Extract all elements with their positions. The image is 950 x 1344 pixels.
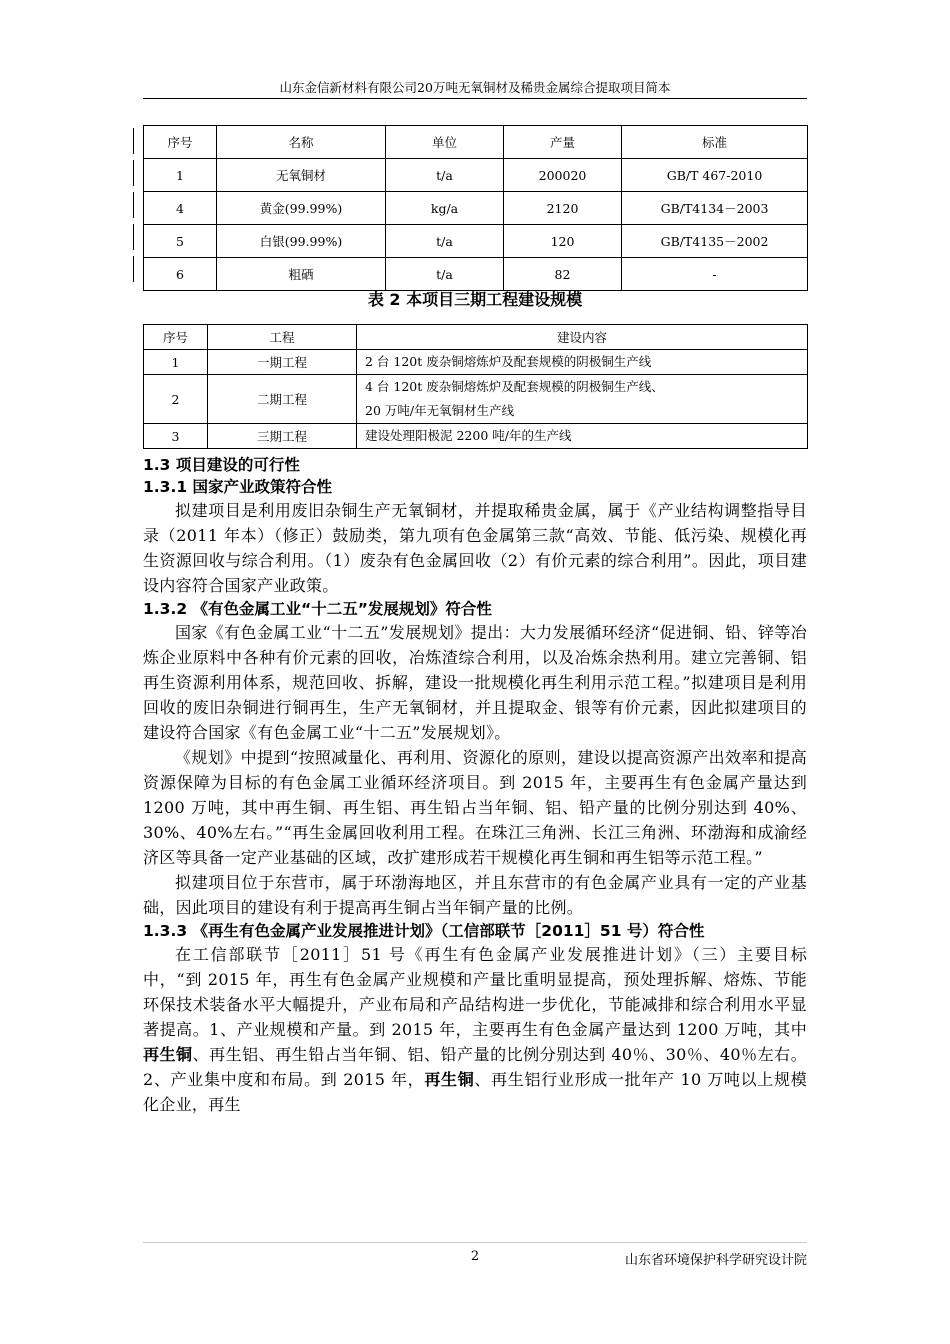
section-heading: 1.3 项目建设的可行性 xyxy=(143,456,300,474)
table-cell: 82 xyxy=(504,258,622,291)
table-cell xyxy=(357,424,808,449)
table-caption: 表 2 本项目三期工程建设规模 xyxy=(367,290,583,309)
table-cell: kg/a xyxy=(386,192,504,225)
paragraph: 拟建项目是利用废旧杂铜生产无氧铜材，并提取稀贵金属，属于《产业结构调整指导目录（2011 年本）（修正）鼓励类，第九项有色金属第三款“高效、节能、低污染、规模化再生资源回收与综合利用。（1）废杂有色金属回收（2）有价元素的综合利用”。因此，项目建设内容符合国家产业政策。 xyxy=(143,501,807,595)
table-cell: GB/T4135－2002 xyxy=(622,225,808,258)
text-run: 、再生铝行业形成一批年产 10 万吨以上规模化企业，再生 xyxy=(143,1070,807,1114)
table-header-cell: 工程 xyxy=(208,325,357,350)
table-cell: 5 xyxy=(144,225,217,258)
section-heading: 1.3.1 国家产业政策符合性 xyxy=(143,478,333,496)
section-heading: 1.3.3 《再生有色金属产业发展推进计划》（工信部联节［2011］51 号）符合性 xyxy=(143,922,705,940)
table-header-cell: 名称 xyxy=(217,126,386,159)
table-cell: 黄金(99.99%) xyxy=(217,192,386,225)
table-header-row xyxy=(144,126,808,159)
table-header-cell: 序号 xyxy=(144,325,208,350)
table-row xyxy=(144,192,808,225)
content-line: 2 台 120t 废杂铜熔炼炉及配套规模的阴极铜生产线 xyxy=(365,354,652,369)
header-rule xyxy=(143,98,807,99)
body-text xyxy=(143,454,807,1117)
table-cell: 白银(99.99%) xyxy=(217,225,386,258)
page-header: 山东金信新材料有限公司20万吨无氧铜材及稀贵金属综合提取项目简本 xyxy=(279,80,671,95)
text-run: 在工信部联节［2011］51 号《再生有色金属产业发展推进计划》（三）主要目标中，“到 2015 年，再生有色金属产业规模和产量比重明显提高，预处理拆解、熔炼、节能环保技术装备水平大幅提升，产业布局和产品结构进一步优化，节能减排和综合利用水平显著提高。1、产业规模和产量。到 2015 年，主要再生有色金属产量达到 1200 万吨，其中 xyxy=(143,945,807,1039)
text-run: 、再生铝、再生铅占当年铜、铝、铅产量的比例分别达到 40％、30％、40％左右。2、产业集中度和布局。到 2015 年， xyxy=(143,1045,807,1089)
table-cell: 三期工程 xyxy=(208,424,357,449)
table-row xyxy=(144,225,808,258)
paragraph: 《规划》中提到“按照减量化、再利用、资源化的原则，建设以提高资源产出效率和提高资源保障为目标的有色金属工业循环经济项目。到 2015 年，主要再生有色金属产量达到 1200 万吨，其中再生铜、再生铝、再生铅占当年铜、铝、铅产量的比例分别达到 40%、30%、40%左右。”“再生金属回收利用工程。在珠江三角洲、长江三角洲、环渤海和成渝经济区等具备一定产业基础的区域，改扩建形成若干规模化再生铜和再生铝等示范工程。” xyxy=(143,748,807,867)
revision-bar xyxy=(133,256,134,282)
footer-rule xyxy=(143,1242,807,1243)
table-row xyxy=(144,375,808,424)
bold-text: 再生铜 xyxy=(424,1070,475,1089)
table-cell: 2120 xyxy=(504,192,622,225)
table-cell xyxy=(357,375,808,424)
table-header-cell: 产量 xyxy=(504,126,622,159)
bold-text: 再生铜 xyxy=(143,1045,193,1064)
table-header-cell: 标准 xyxy=(622,126,808,159)
section-heading: 1.3.2 《有色金属工业“十二五”发展规划》符合性 xyxy=(143,600,492,618)
table-cell: t/a xyxy=(386,258,504,291)
revision-bar xyxy=(133,128,134,154)
revision-bar xyxy=(133,192,134,218)
table-cell: 一期工程 xyxy=(208,350,357,375)
table-header-row xyxy=(144,325,808,350)
table-cell: 120 xyxy=(504,225,622,258)
table-cell: GB/T4134－2003 xyxy=(622,192,808,225)
phase-table xyxy=(143,324,808,449)
table-cell: t/a xyxy=(386,159,504,192)
table-cell: 3 xyxy=(144,424,208,449)
content-line: 20 万吨/年无氧铜材生产线 xyxy=(365,403,515,418)
table-header-cell: 单位 xyxy=(386,126,504,159)
page-number: 2 xyxy=(470,1249,480,1264)
table-cell: 无氧铜材 xyxy=(217,159,386,192)
table-cell: t/a xyxy=(386,225,504,258)
table-cell: 1 xyxy=(144,159,217,192)
content-line: 建设处理阳极泥 2200 吨/年的生产线 xyxy=(365,428,572,443)
table-cell: 200020 xyxy=(504,159,622,192)
table-cell: 4 xyxy=(144,192,217,225)
table-header-cell: 序号 xyxy=(144,126,217,159)
table-cell: GB/T 467-2010 xyxy=(622,159,808,192)
table-cell: 6 xyxy=(144,258,217,291)
footer-organization: 山东省环境保护科学研究设计院 xyxy=(624,1253,807,1268)
paragraph: 拟建项目位于东营市，属于环渤海地区，并且东营市的有色金属产业具有一定的产业基础，因此项目的建设有利于提高再生铜占当年铜产量的比例。 xyxy=(143,873,807,917)
table-row xyxy=(144,258,808,291)
revision-bar xyxy=(133,224,134,250)
paragraph: 国家《有色金属工业“十二五”发展规划》提出：大力发展循环经济“促进铜、铅、锌等冶炼企业原料中各种有价元素的回收，冶炼渣综合利用，以及冶炼余热利用。建立完善铜、铝再生资源利用体系，规范回收、拆解，建设一批规模化再生利用示范工程。”拟建项目是利用回收的废旧杂铜进行铜再生，生产无氧铜材，并且提取金、银等有价元素，因此拟建项目的建设符合国家《有色金属工业“十二五”发展规划》。 xyxy=(143,623,807,742)
paragraph xyxy=(143,942,807,1117)
table-cell: 1 xyxy=(144,350,208,375)
revision-bar xyxy=(133,160,134,186)
content-line: 4 台 120t 废杂铜熔炼炉及配套规模的阴极铜生产线、 xyxy=(365,379,664,394)
table-cell: 2 xyxy=(144,375,208,424)
table-cell: 二期工程 xyxy=(208,375,357,424)
table-row xyxy=(144,159,808,192)
table-header-cell: 建设内容 xyxy=(357,325,808,350)
table-cell: 粗硒 xyxy=(217,258,386,291)
product-table xyxy=(143,125,808,291)
table-cell xyxy=(357,350,808,375)
table-row xyxy=(144,424,808,449)
table-cell: - xyxy=(622,258,808,291)
table-row xyxy=(144,350,808,375)
